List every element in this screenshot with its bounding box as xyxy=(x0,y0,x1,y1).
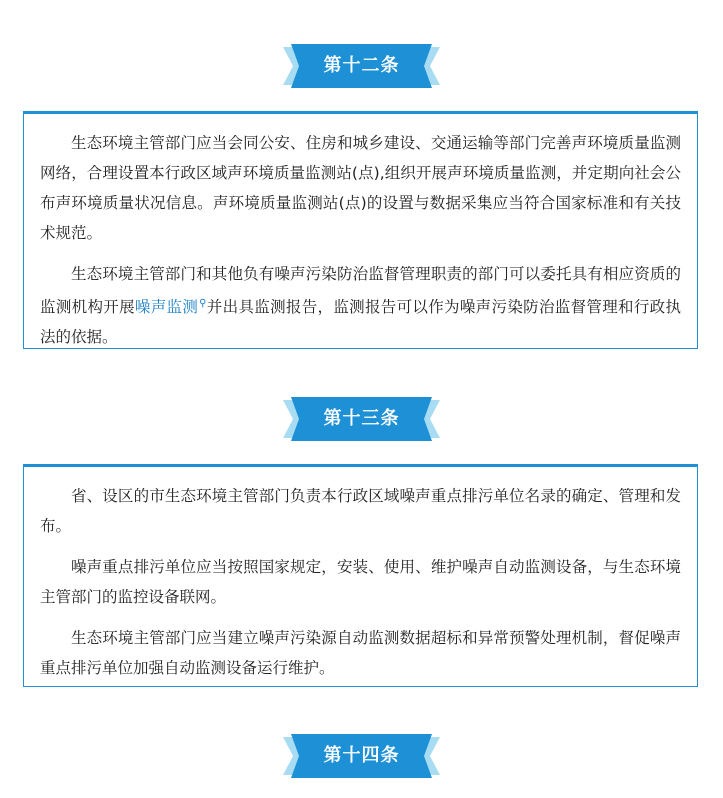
paragraph: 生态环境主管部门应当建立噪声污染源自动监测数据超标和异常预警处理机制，督促噪声重点排污单位加强自动监测设备运行维护。 xyxy=(40,629,681,677)
section-title: 第十四条 xyxy=(323,745,400,766)
section-header-13 xyxy=(0,397,723,441)
article-box-12 xyxy=(23,111,698,349)
search-icon[interactable]: ⚲ xyxy=(199,298,207,309)
section-header-14 xyxy=(0,734,723,778)
paragraph-text: 生态环境主管部门和其他负有噪声污染防治监督管理职责的部门可以委托具有相应资质的监测机构开展 xyxy=(40,265,681,317)
section-title: 第十二条 xyxy=(323,55,400,76)
paragraph: 省、设区的市生态环境主管部门负责本行政区域噪声重点排污单位名录的确定、管理和发布。 xyxy=(40,487,681,535)
paragraph: 噪声重点排污单位应当按照国家规定，安装、使用、维护噪声自动监测设备，与生态环境主管部门的监控设备联网。 xyxy=(40,558,681,606)
paragraph: 生态环境主管部门应当会同公安、住房和城乡建设、交通运输等部门完善声环境质量监测网络，合理设置本行政区域声环境质量监测站(点),组织开展声环境质量监测，并定期向社会公布声环境质量状况信息。声环境质量监测站(点)的设置与数据采集应当符合国家标准和有关技术规范。 xyxy=(40,134,681,242)
noise-monitoring-link[interactable]: 噪声监测 xyxy=(134,298,199,317)
section-header-12 xyxy=(0,44,723,88)
paragraph xyxy=(40,259,681,352)
paragraph-text: 并出具监测报告，监测报告可以作为噪声污染防治监督管理和行政执法的依据。 xyxy=(40,298,681,347)
article-box-13 xyxy=(23,464,698,687)
section-title: 第十三条 xyxy=(323,408,400,429)
